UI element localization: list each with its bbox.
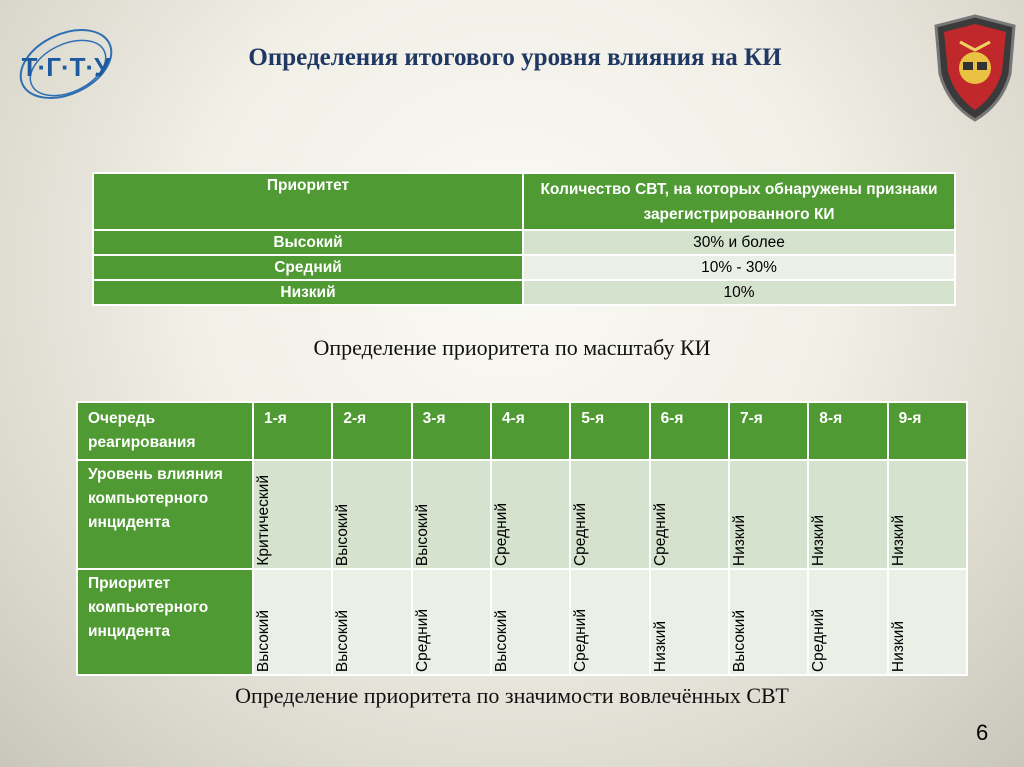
priority-cell: Средний — [412, 569, 491, 675]
significance-priority-table — [76, 401, 968, 676]
caption-significance: Определение приоритета по значимости вовлечённых СВТ — [235, 683, 789, 708]
queue-cell: 1-я — [253, 402, 332, 460]
queue-cell: 3-я — [412, 402, 491, 460]
priority-cell: Средний — [808, 569, 887, 675]
shield-emblem-icon — [930, 12, 1020, 124]
priority-cell: Высокий — [729, 569, 808, 675]
page-title: Определения итогового уровня влияния на КИ — [248, 44, 782, 71]
priority-cell: Высокий — [253, 569, 332, 675]
impact-cell: Низкий — [808, 460, 887, 569]
impact-cell: Высокий — [412, 460, 491, 569]
queue-cell: 6-я — [650, 402, 729, 460]
caption-scale: Определение приоритета по масштабу КИ — [313, 335, 711, 360]
queue-cell: 9-я — [888, 402, 967, 460]
impact-cell: Средний — [650, 460, 729, 569]
priority-cell: Высокий — [491, 569, 570, 675]
impact-cell: Средний — [570, 460, 649, 569]
table1-row-label: Высокий — [93, 230, 523, 255]
impact-cell: Низкий — [888, 460, 967, 569]
page-number: 6 — [976, 720, 989, 745]
table1-header-count: Количество СВТ, на которых обнаружены признаки зарегистрированного КИ — [523, 173, 955, 230]
scale-priority-table — [92, 172, 956, 306]
queue-cell: 8-я — [808, 402, 887, 460]
table2-row-label-priority: Приоритет компьютерного инцидента — [77, 569, 253, 675]
impact-cell: Низкий — [729, 460, 808, 569]
table2-header-label: Очередь реагирования — [77, 402, 253, 460]
table1-row-value: 30% и более — [523, 230, 955, 255]
table1-row-value: 10% — [523, 280, 955, 305]
queue-cell: 4-я — [491, 402, 570, 460]
impact-cell: Средний — [491, 460, 570, 569]
priority-cell: Высокий — [332, 569, 411, 675]
queue-cell: 2-я — [332, 402, 411, 460]
queue-cell: 7-я — [729, 402, 808, 460]
priority-cell: Низкий — [650, 569, 729, 675]
logo-text: Т·Г·Т·У — [21, 52, 111, 82]
table2-row-label-impact: Уровень влияния компьютерного инцидента — [77, 460, 253, 569]
queue-cell: 5-я — [570, 402, 649, 460]
priority-cell: Низкий — [888, 569, 967, 675]
table1-row-label: Средний — [93, 255, 523, 280]
table1-header-priority: Приоритет — [93, 173, 523, 230]
table1-row-label: Низкий — [93, 280, 523, 305]
table1-row-value: 10% - 30% — [523, 255, 955, 280]
priority-cell: Средний — [570, 569, 649, 675]
university-logo — [6, 24, 126, 110]
impact-cell: Высокий — [332, 460, 411, 569]
impact-cell: Критический — [253, 460, 332, 569]
